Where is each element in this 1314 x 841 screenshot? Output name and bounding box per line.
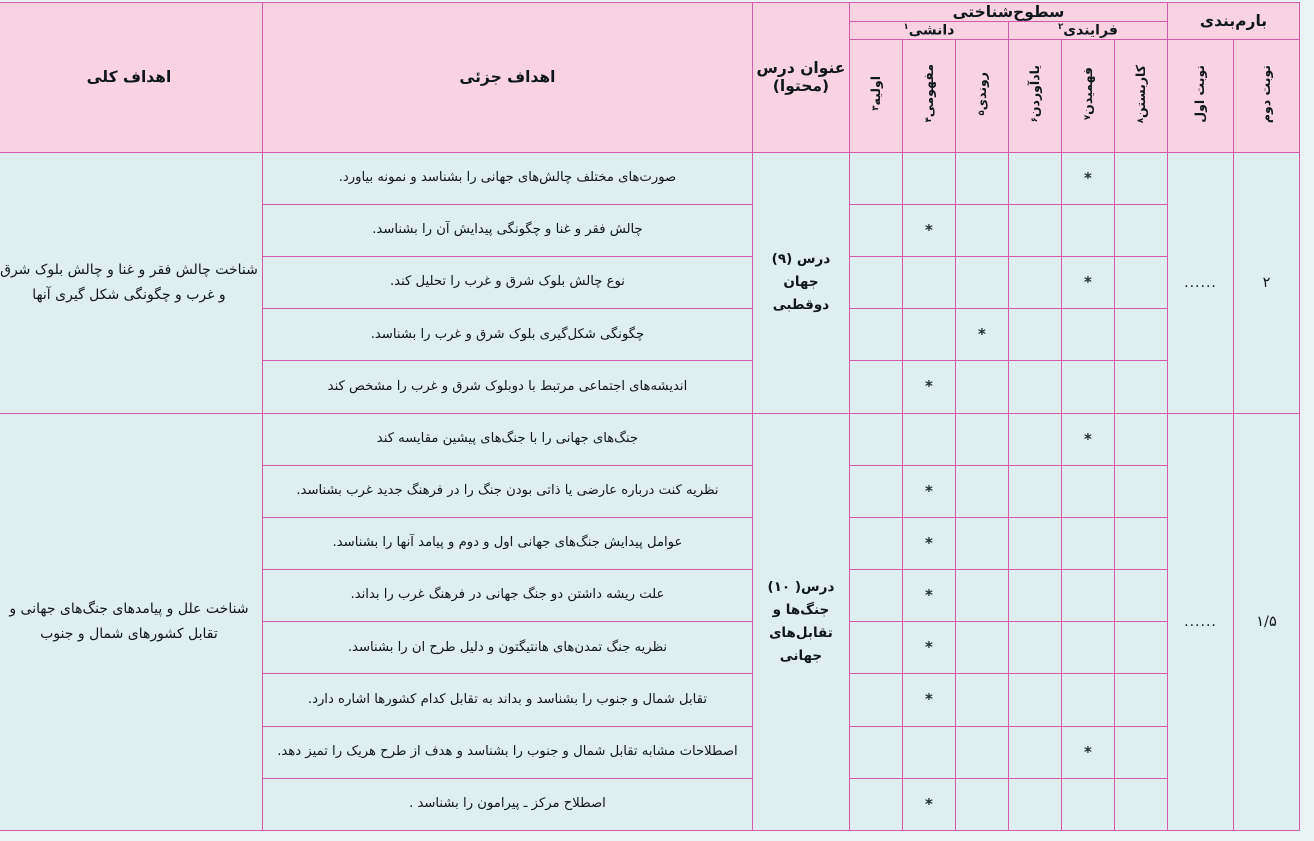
cell-mark-understanding[interactable] (1061, 152, 1114, 204)
cell-mark-understanding[interactable] (1061, 674, 1114, 726)
cell-mark-understanding[interactable] (1061, 309, 1114, 361)
cell-detailed-goal: اصطلاحات مشابه تقابل شمال و جنوب را بشناسد و هدف از طرح هریک را تمیز دهد. (262, 726, 752, 778)
cell-mark-understanding[interactable] (1061, 204, 1114, 256)
cell-mark-procedural[interactable] (955, 152, 1008, 204)
cell-detailed-goal: چگونگی شکل‌گیری بلوک شرق و غرب را بشناسد. (262, 309, 752, 361)
cell-mark-remembering[interactable] (1008, 152, 1061, 204)
cell-detailed-goal: عوامل پیدایش جنگ‌های جهانی اول و دوم و پیامد آنها را بشناسد. (262, 517, 752, 569)
cell-mark-procedural[interactable] (955, 778, 1008, 830)
cell-detailed-goal: صورت‌های مختلف چالش‌های جهانی را بشناسد و نمونه بیاورد. (262, 152, 752, 204)
cell-mark-factual[interactable] (849, 152, 902, 204)
header-scoring-group: بارم‌بندی (1167, 3, 1299, 40)
header-col-conceptual (902, 39, 955, 152)
star-icon: * (925, 377, 933, 396)
header-col-term1 (1167, 39, 1233, 152)
header-col-applying-sup: ۸ (1135, 117, 1146, 123)
header-lesson-title: عنوان درس (محتوا) (752, 3, 849, 153)
cell-mark-conceptual[interactable] (902, 778, 955, 830)
cell-mark-factual[interactable] (849, 622, 902, 674)
cell-mark-procedural[interactable] (955, 204, 1008, 256)
star-icon: * (925, 533, 933, 552)
cell-mark-remembering[interactable] (1008, 778, 1061, 830)
table-header (0, 3, 1300, 153)
header-col-factual (849, 39, 902, 152)
cell-general-goal: شناخت چالش فقر و غنا و چالش بلوک شرق و غرب و چگونگی شکل گیری آنها (0, 152, 262, 413)
star-icon: * (925, 481, 933, 500)
cell-mark-conceptual[interactable] (902, 257, 955, 309)
header-process-superscript: ۲ (1058, 22, 1064, 32)
cell-mark-conceptual[interactable] (902, 674, 955, 726)
cell-mark-understanding[interactable] (1061, 413, 1114, 465)
star-icon: * (925, 690, 933, 709)
cell-mark-understanding[interactable] (1061, 517, 1114, 569)
header-col-procedural (955, 39, 1008, 152)
cell-mark-factual[interactable] (849, 257, 902, 309)
cell-mark-conceptual[interactable] (902, 465, 955, 517)
cell-mark-procedural[interactable] (955, 622, 1008, 674)
cell-detailed-goal: نظریه جنگ تمدن‌های هانتیگتون و دلیل طرح ان را بشناسد. (262, 622, 752, 674)
cell-mark-remembering[interactable] (1008, 361, 1061, 413)
cell-mark-understanding[interactable] (1061, 257, 1114, 309)
cell-mark-understanding[interactable] (1061, 361, 1114, 413)
cell-mark-remembering[interactable] (1008, 726, 1061, 778)
cell-lesson-title: درس (۹) جهان دوقطبی (752, 152, 849, 413)
header-col-factual-label: اولیه (867, 76, 883, 106)
header-col-procedural-label: روندی (973, 71, 989, 111)
star-icon: * (925, 586, 933, 605)
cell-mark-conceptual[interactable] (902, 204, 955, 256)
cell-mark-applying[interactable] (1114, 726, 1167, 778)
cell-mark-remembering[interactable] (1008, 517, 1061, 569)
cell-mark-applying[interactable] (1114, 570, 1167, 622)
cell-mark-factual[interactable] (849, 413, 902, 465)
cell-mark-procedural[interactable] (955, 361, 1008, 413)
star-icon: * (925, 638, 933, 657)
header-knowledge-superscript: ۱ (903, 22, 909, 32)
cell-mark-conceptual[interactable] (902, 413, 955, 465)
cell-mark-factual[interactable] (849, 465, 902, 517)
cell-mark-understanding[interactable] (1061, 570, 1114, 622)
header-col-term1-label: نوبت اول (1192, 64, 1208, 123)
cell-term2-score[interactable]: ۲ (1234, 152, 1300, 413)
cell-mark-procedural[interactable] (955, 674, 1008, 726)
cell-mark-applying[interactable] (1114, 413, 1167, 465)
table-body (0, 152, 1300, 830)
cell-mark-factual[interactable] (849, 674, 902, 726)
cell-lesson-title: درس( ۱۰) جنگ‌ها و تقابل‌های جهانی (752, 413, 849, 830)
cell-mark-remembering[interactable] (1008, 674, 1061, 726)
cell-mark-factual[interactable] (849, 309, 902, 361)
header-col-factual-sup: ۳ (870, 105, 881, 111)
cell-term1-score[interactable]: ...... (1167, 413, 1233, 830)
cell-mark-applying[interactable] (1114, 257, 1167, 309)
cell-detailed-goal: اندیشه‌های اجتماعی مرتبط با دوبلوک شرق و غرب را مشخص کند (262, 361, 752, 413)
cell-mark-understanding[interactable] (1061, 465, 1114, 517)
cell-mark-applying[interactable] (1114, 152, 1167, 204)
cell-mark-procedural[interactable] (955, 413, 1008, 465)
cell-mark-conceptual[interactable] (902, 570, 955, 622)
header-col-procedural-sup: ۵ (976, 110, 987, 116)
star-icon: * (978, 325, 986, 344)
cell-mark-conceptual[interactable] (902, 309, 955, 361)
star-icon: * (925, 794, 933, 813)
cell-detailed-goal: جنگ‌های جهانی را با جنگ‌های پیشین مقایسه کند (262, 413, 752, 465)
cell-mark-factual[interactable] (849, 726, 902, 778)
cell-detailed-goal: نظریه کنت درباره عارضی یا ذاتی بودن جنگ را در فرهنگ جدید غرب بشناسد. (262, 465, 752, 517)
cell-detailed-goal: علت ریشه داشتن دو جنگ جهانی در فرهنگ غرب را بداند. (262, 570, 752, 622)
header-col-understanding-sup: ۷ (1082, 114, 1093, 121)
cell-mark-applying[interactable] (1114, 778, 1167, 830)
star-icon: * (1084, 273, 1092, 292)
cell-mark-procedural[interactable] (955, 257, 1008, 309)
cell-mark-applying[interactable] (1114, 465, 1167, 517)
header-col-conceptual-label: مفهومی (920, 64, 936, 118)
cell-term2-score[interactable]: ۱/۵ (1234, 413, 1300, 830)
header-col-remembering-sup: ۶ (1029, 117, 1040, 123)
header-process-label: فرایندی (1063, 22, 1118, 39)
cell-mark-procedural[interactable] (955, 726, 1008, 778)
cell-general-goal: شناخت علل و پیامدهای جنگ‌های جهانی و تقابل کشورهای شمال و جنوب (0, 413, 262, 830)
cell-mark-conceptual[interactable] (902, 726, 955, 778)
cell-mark-remembering[interactable] (1008, 570, 1061, 622)
cell-mark-applying[interactable] (1114, 622, 1167, 674)
cell-mark-remembering[interactable] (1008, 257, 1061, 309)
star-icon: * (1084, 168, 1092, 187)
star-icon: * (1084, 429, 1092, 448)
cell-mark-factual[interactable] (849, 361, 902, 413)
header-knowledge-label: دانشی (908, 22, 955, 39)
cell-mark-procedural[interactable] (955, 309, 1008, 361)
cell-mark-procedural[interactable] (955, 465, 1008, 517)
header-col-conceptual-sup: ۴ (923, 117, 934, 123)
cell-detailed-goal: تقابل شمال و جنوب را بشناسد و بداند به تقابل کدام کشورها اشاره دارد. (262, 674, 752, 726)
cell-mark-understanding[interactable] (1061, 778, 1114, 830)
cell-detailed-goal: چالش فقر و غنا و چگونگی پیدایش آن را بشناسد. (262, 204, 752, 256)
cell-mark-remembering[interactable] (1008, 622, 1061, 674)
header-cognitive-levels: سطوح‌شناختی (849, 3, 1167, 22)
header-row-top (0, 3, 1300, 22)
header-col-applying-label: کاربستن (1132, 64, 1148, 118)
header-col-remembering (1008, 39, 1061, 152)
cell-mark-factual[interactable] (849, 778, 902, 830)
cell-mark-applying[interactable] (1114, 361, 1167, 413)
header-col-applying (1114, 39, 1167, 152)
header-col-term2-label: نوبت دوم (1258, 64, 1274, 123)
cell-mark-conceptual[interactable] (902, 361, 955, 413)
cell-detailed-goal: اصطلاح مرکز ـ پیرامون را بشناسد . (262, 778, 752, 830)
header-col-remembering-label: یادآوردن (1026, 64, 1042, 118)
cell-mark-applying[interactable] (1114, 517, 1167, 569)
cell-mark-understanding[interactable] (1061, 622, 1114, 674)
header-col-term2 (1234, 39, 1300, 152)
cell-mark-applying[interactable] (1114, 309, 1167, 361)
cell-mark-procedural[interactable] (955, 517, 1008, 569)
cell-mark-conceptual[interactable] (902, 152, 955, 204)
header-detailed-goals: اهداف جزئی (262, 3, 752, 153)
cell-mark-factual[interactable] (849, 204, 902, 256)
cell-mark-remembering[interactable] (1008, 413, 1061, 465)
cell-term1-score[interactable]: ...... (1167, 152, 1233, 413)
cell-mark-understanding[interactable] (1061, 726, 1114, 778)
header-process-group (1008, 22, 1167, 40)
header-col-understanding (1061, 39, 1114, 152)
star-icon: * (1084, 742, 1092, 761)
header-col-understanding-label: فهمیدن (1079, 67, 1095, 115)
cell-detailed-goal: نوع چالش بلوک شرق و غرب را تحلیل کند. (262, 257, 752, 309)
cell-mark-factual[interactable] (849, 517, 902, 569)
cell-mark-conceptual[interactable] (902, 622, 955, 674)
star-icon: * (925, 220, 933, 239)
cell-mark-conceptual[interactable] (902, 517, 955, 569)
header-knowledge-group (849, 22, 1008, 40)
header-general-goals: اهداف کلی (0, 3, 262, 153)
table-row (0, 152, 1300, 204)
cell-mark-applying[interactable] (1114, 204, 1167, 256)
cell-mark-remembering[interactable] (1008, 465, 1061, 517)
cell-mark-remembering[interactable] (1008, 204, 1061, 256)
cell-mark-applying[interactable] (1114, 674, 1167, 726)
cell-mark-remembering[interactable] (1008, 309, 1061, 361)
cell-mark-procedural[interactable] (955, 570, 1008, 622)
table-row (0, 413, 1300, 465)
cell-mark-factual[interactable] (849, 570, 902, 622)
curriculum-plan-table (0, 2, 1300, 831)
